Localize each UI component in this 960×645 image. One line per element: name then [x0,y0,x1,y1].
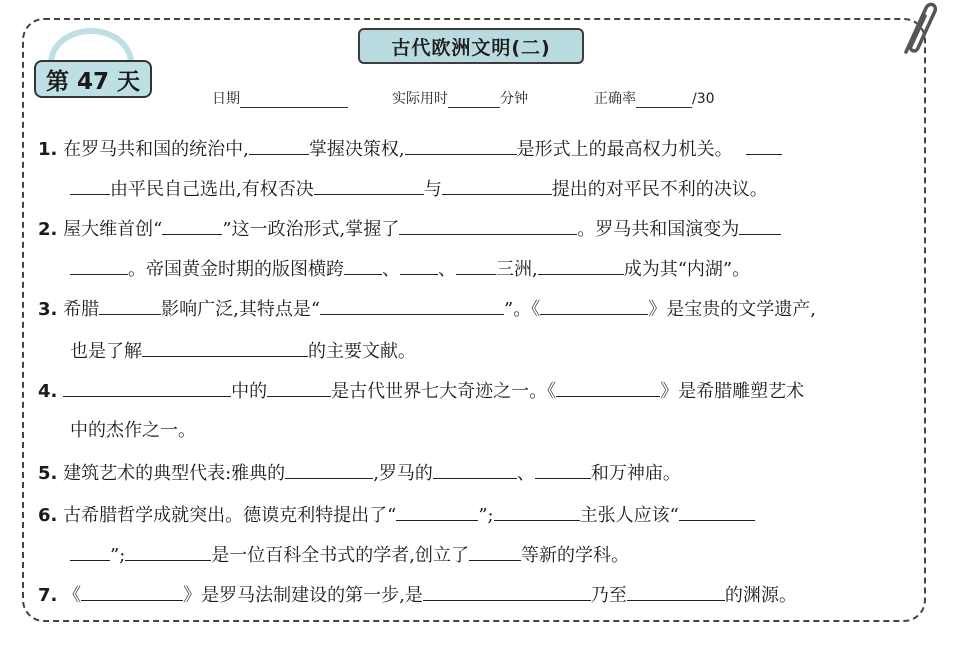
question-text: 是一位百科全书式的学者,创立了 [211,545,470,566]
paperclip-icon [892,0,940,58]
accuracy-total: /30 [692,91,715,107]
answer-blank[interactable] [400,256,438,275]
answer-blank[interactable] [405,136,517,155]
question-4 [38,378,804,403]
question-text: 和万神庙。 [590,463,681,484]
question-7 [38,582,797,607]
question-5 [38,460,681,485]
minute-unit: 分钟 [500,91,528,107]
question-text: ”。《 [504,299,541,320]
time-label: 实际用时 [392,91,448,107]
answer-blank[interactable] [70,542,110,561]
day-badge [34,28,156,104]
question-text: 与 [423,179,442,200]
question-3 [38,296,816,321]
question-text: 影响广泛,其特点是“ [161,299,321,320]
question-4-line-2 [70,420,196,442]
answer-blank[interactable] [627,582,725,601]
question-text: 掌握决策权, [308,139,405,160]
answer-blank[interactable] [81,582,183,601]
answer-blank[interactable] [70,176,110,195]
date-field [212,88,348,108]
question-number: 7. [38,585,58,606]
answer-blank[interactable] [538,256,624,275]
question-6 [38,502,755,527]
answer-blank[interactable] [540,296,648,315]
date-blank[interactable] [240,93,348,108]
accuracy-label: 正确率 [594,91,636,107]
answer-blank[interactable] [556,378,660,397]
question-text: 是古代世界七大奇迹之一。《 [331,381,557,402]
question-2-line-2 [70,256,750,281]
day-label: 第 47 天 [34,60,152,98]
answer-blank[interactable] [344,256,382,275]
answer-blank[interactable] [746,136,782,155]
question-text: 、 [516,463,535,484]
date-label: 日期 [212,91,240,107]
question-text: ,罗马的 [373,463,433,484]
answer-blank[interactable] [267,378,331,397]
question-number: 2. [38,219,58,240]
question-text: 乃至 [590,585,627,606]
question-text: 建筑艺术的典型代表:雅典的 [63,463,286,484]
question-number: 5. [38,463,58,484]
question-number: 4. [38,381,58,402]
question-text: 。帝国黄金时期的版图横跨 [128,259,344,280]
time-field [392,88,528,108]
question-text: 提出的对平民不利的决议。 [551,179,768,200]
question-text: 的主要文献。 [308,341,416,362]
answer-blank[interactable] [494,502,580,521]
question-text: 》是希腊雕塑艺术 [660,381,805,402]
accuracy-field [594,88,715,108]
question-text: 古希腊哲学成就突出。德谟克利特提出了“ [63,505,397,526]
question-3-line-2 [70,338,416,363]
question-text: 》是宝贵的文学遗产, [648,299,816,320]
answer-blank[interactable] [535,460,591,479]
question-text: 等新的学科。 [521,545,630,566]
answer-blank[interactable] [739,216,781,235]
question-text: 》是罗马法制建设的第一步,是 [183,585,423,606]
answer-blank[interactable] [314,176,424,195]
question-text: ”这一政治形式,掌握了 [222,219,400,240]
question-number: 6. [38,505,58,526]
answer-blank[interactable] [396,502,478,521]
question-text: 由平民自己选出,有权否决 [110,179,314,200]
question-text: 中的 [231,381,268,402]
answer-blank[interactable] [285,460,373,479]
answer-blank[interactable] [423,582,591,601]
answer-blank[interactable] [63,378,231,397]
question-text: 是形式上的最高权力机关。 [516,139,733,160]
answer-blank[interactable] [399,216,577,235]
answer-blank[interactable] [142,338,308,357]
question-text: 在罗马共和国的统治中, [63,139,249,160]
accuracy-blank[interactable] [636,93,692,108]
answer-blank[interactable] [249,136,309,155]
answer-blank[interactable] [456,256,496,275]
question-text: 主张人应该“ [579,505,679,526]
answer-blank[interactable] [320,296,504,315]
question-2 [38,216,781,241]
question-text: 成为其“内湖”。 [623,259,751,280]
question-text: 、 [438,259,456,280]
question-6-line-2 [70,542,629,567]
question-text: 屋大维首创“ [63,219,163,240]
question-text: 的渊源。 [724,585,797,606]
question-text: 。罗马共和国演变为 [577,219,740,240]
answer-blank[interactable] [99,296,161,315]
question-number: 1. [38,139,58,160]
question-number: 3. [38,299,58,320]
answer-blank[interactable] [433,460,517,479]
question-text: 也是了解 [70,341,142,362]
page-title: 古代欧洲文明(二) [358,28,584,64]
question-text: 希腊 [63,299,100,320]
answer-blank[interactable] [125,542,211,561]
question-1-line-2 [70,176,768,201]
answer-blank[interactable] [162,216,222,235]
answer-blank[interactable] [442,176,552,195]
answer-blank[interactable] [469,542,521,561]
question-text: 、 [382,259,400,280]
question-text: 中的杰作之一。 [70,420,196,441]
question-text: ”; [478,505,494,526]
answer-blank[interactable] [679,502,755,521]
question-1 [38,136,782,161]
question-text: 《 [63,585,82,606]
question-text: ”; [110,545,126,566]
answer-blank[interactable] [70,256,128,275]
time-blank[interactable] [448,93,500,108]
question-text: 三洲, [496,259,538,280]
